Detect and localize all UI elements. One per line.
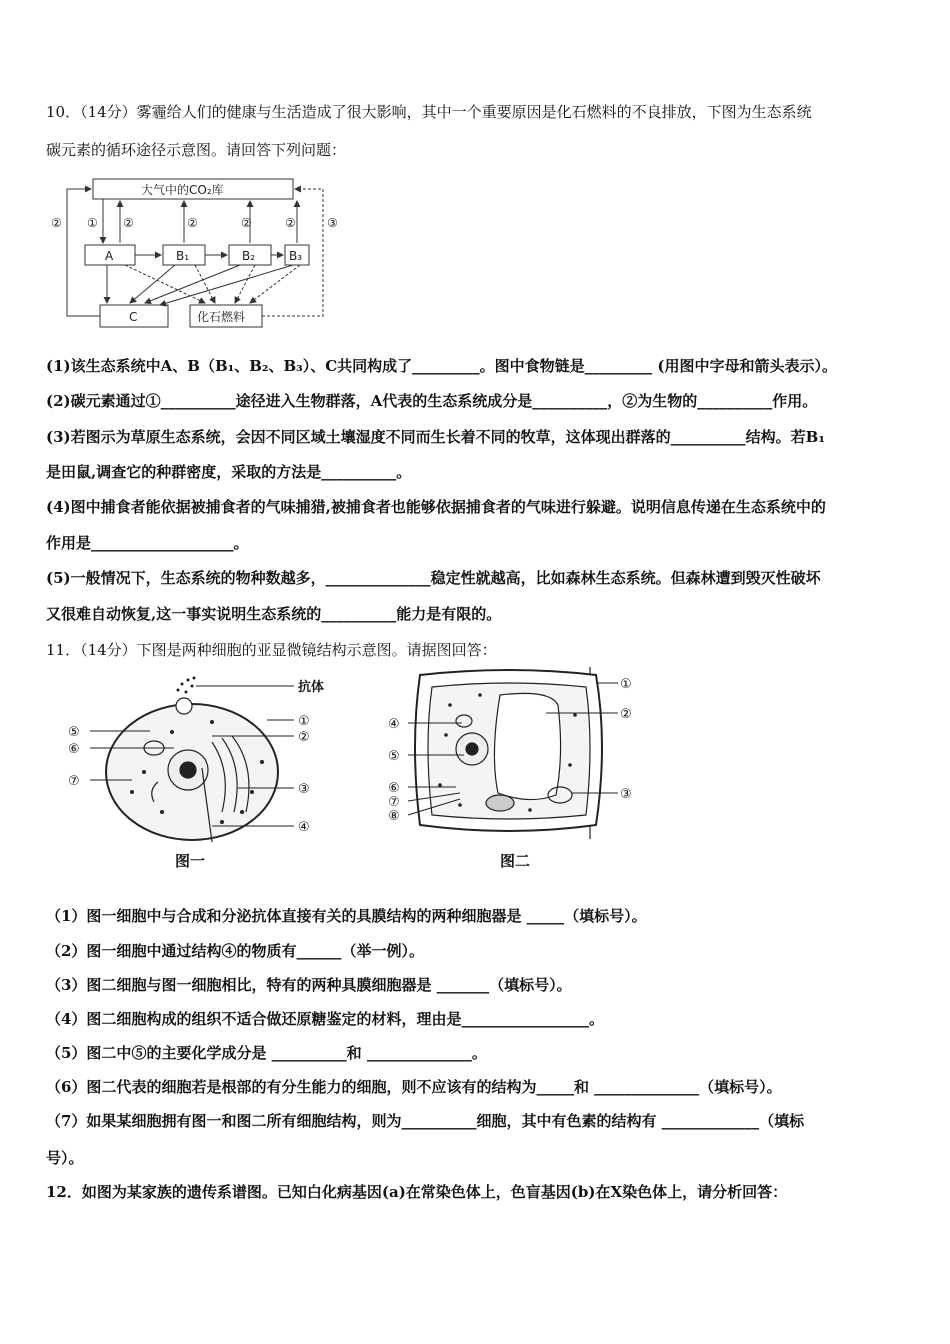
q11-s1: （1）图一细胞中与合成和分泌抗体直接有关的具膜结构的两种细胞器是 _____（填标号）。 <box>46 907 647 925</box>
f1-label-7: ⑦ <box>68 774 80 789</box>
f2-label-6: ⑥ <box>388 781 400 796</box>
q11-s7b: 号）。 <box>46 1149 84 1167</box>
antibody-label: 抗体 <box>298 680 325 695</box>
figure-1-caption: 图一 <box>175 852 206 870</box>
q11-s7a: （7）如果某细胞拥有图一和图二所有细胞结构，则为__________细胞，其中有色素的结构有 _____________（填标 <box>46 1112 805 1130</box>
f1-label-2: ② <box>298 730 310 745</box>
q10-s3a: (3)若图示为草原生态系统，会因不同区域土壤湿度不同而生长着不同的牧草，这体现出群落的__________结构。若B₁ <box>46 428 825 446</box>
q10-s4a: (4)图中捕食者能依据被捕食者的气味捕猎,被捕食者也能够依据捕食者的气味进行躲避。说明信息传递在生态系统中的 <box>46 498 826 516</box>
mark-2-b1: ② <box>187 216 198 230</box>
f1-label-3: ③ <box>298 782 310 797</box>
f2-label-8: ⑧ <box>388 809 400 824</box>
q11-head: 11．（14分）下图是两种细胞的亚显微镜结构示意图。请据图回答： <box>46 641 497 659</box>
b1-label: B₁ <box>176 249 190 263</box>
mark-2-b3: ② <box>285 216 296 230</box>
mark-2-a: ② <box>123 216 134 230</box>
figure-2-plant-cell <box>380 665 640 841</box>
q11-s4: （4）图二细胞构成的组织不适合做还原糖鉴定的材料，理由是_________________。 <box>46 1010 604 1028</box>
f2-label-5: ⑤ <box>388 749 400 764</box>
co2-label: 大气中的CO₂库 <box>141 183 224 197</box>
f2-label-1: ① <box>620 677 632 692</box>
q10-s1: (1)该生态系统中A、B（B₁、B₂、B₃）、C共同构成了_________。图中食物链是_________ (用图中字母和箭头表示）。 <box>46 357 837 375</box>
b2-label: B₂ <box>242 249 256 263</box>
q10-line1: 10．（14分）雾霾给人们的健康与生活造成了很大影响，其中一个重要原因是化石燃料的不良排放，下图为生态系统 <box>46 103 812 121</box>
q10-s5a: (5)一般情况下，生态系统的物种数越多，______________稳定性就越高，比如森林生态系统。但森林遭到毁灭性破坏 <box>46 569 821 587</box>
f2-label-3: ③ <box>620 787 632 802</box>
q12-head: 12．如图为某家族的遗传系谱图。已知白化病基因(a)在常染色体上，色盲基因(b)在X染色体上，请分析回答： <box>46 1183 788 1201</box>
q10-s2: (2)碳元素通过①__________途径进入生物群落，A代表的生态系统成分是__________，②为生物的__________作用。 <box>46 392 818 410</box>
carbon-cycle-diagram <box>45 175 345 333</box>
f1-label-5: ⑤ <box>68 725 80 740</box>
f2-label-4: ④ <box>388 717 400 732</box>
f1-label-1: ① <box>298 714 310 729</box>
figure-1-animal-cell <box>62 672 330 844</box>
f2-label-2: ② <box>620 707 632 722</box>
q11-s6: （6）图二代表的细胞若是根部的有分生能力的细胞，则不应该有的结构为_____和 ______________（填标号）。 <box>46 1078 782 1096</box>
q11-s3: （3）图二细胞与图一细胞相比，特有的两种具膜细胞器是 _______（填标号）。 <box>46 976 572 994</box>
mark-2-b2: ② <box>241 216 252 230</box>
f1-label-4: ④ <box>298 820 310 835</box>
f2-label-7: ⑦ <box>388 795 400 810</box>
mark-1: ① <box>87 216 98 230</box>
q10-s3b: 是田鼠,调查它的种群密度，采取的方法是__________。 <box>46 463 412 481</box>
f1-label-6: ⑥ <box>68 742 80 757</box>
q11-s2: （2）图一细胞中通过结构④的物质有______（举一例）。 <box>46 942 424 960</box>
mark-3: ③ <box>327 216 338 230</box>
mark-2-left: ② <box>51 216 62 230</box>
q11-s5: （5）图二中⑤的主要化学成分是 __________和 ______________。 <box>46 1044 487 1062</box>
figure-2-caption: 图二 <box>500 852 531 870</box>
fuel-label: 化石燃料 <box>197 310 246 324</box>
q10-s5b: 又很难自动恢复,这一事实说明生态系统的__________能力是有限的。 <box>46 605 502 623</box>
c-label: C <box>129 310 138 324</box>
b3-label: B₃ <box>289 249 303 263</box>
q10-line2: 碳元素的循环途径示意图。请回答下列问题： <box>46 141 347 159</box>
q10-s4b: 作用是___________________。 <box>46 534 249 552</box>
a-label: A <box>105 249 114 263</box>
